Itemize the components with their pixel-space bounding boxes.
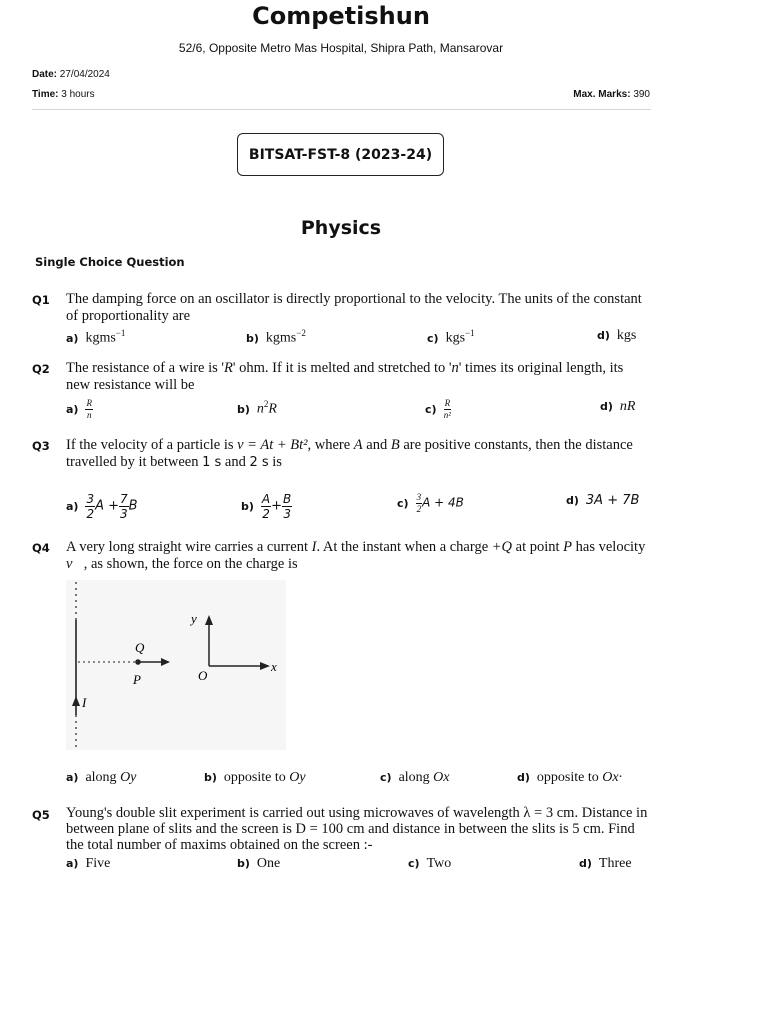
option-label: a) [66,402,79,416]
option-text: kgms [265,330,297,346]
label-x: x [271,659,277,674]
subject-heading: Physics [300,217,382,239]
question-text: If the velocity of a particle is v = At + Bt², where A and B are positive constants, then the distance travelled by it between 1 s and 2 s is [66,437,633,470]
max-marks-value: 390 [633,89,650,100]
option-text: kgms [85,330,116,346]
question-text: The damping force on an oscillator is directly proportional to the velocity. The units of the constant of proportionality are [66,291,642,324]
option-a[interactable] [66,328,125,347]
label-i: I [82,695,87,710]
question-number: Q5 [32,808,50,822]
question-number: Q4 [32,541,50,555]
date-label: Date: [32,69,58,80]
option-d[interactable] [597,328,636,344]
time-value: 3 hours [61,89,95,100]
question-number: Q1 [32,293,50,307]
option-label: d) [597,329,610,342]
option-label: c) [408,857,420,870]
question-text: A very long straight wire carries a current I. At the instant when a charge +Q at point P has velocity v⃗, as shown, the force on the charge is [66,539,646,572]
option-b[interactable]: b) $n^2R$ [237,399,277,417]
section-heading: Single Choice Question [35,255,185,269]
option-d[interactable] [579,856,632,872]
option-label: a) [66,771,79,784]
option-label: a) [66,857,79,870]
option-text: Five [85,856,111,871]
institute-name: Competishun [252,2,430,30]
option-label: c) [425,402,437,416]
test-name: BITSAT-FST-8 (2023-24) [248,146,433,163]
option-b[interactable] [246,328,306,347]
label-o: O [198,668,208,683]
option-label: b) [237,402,250,416]
option-d[interactable]: d) opposite to Ox· [517,770,623,785]
option-label: d) [566,494,579,507]
option-b[interactable] [237,856,280,872]
option-c[interactable] [408,856,451,872]
option-text: 3A + 7B [585,493,640,508]
option-text: kgs [616,328,637,343]
fraction: $\frac{R}{\text{n²}}$ [443,398,451,420]
option-b[interactable]: b) opposite to Oy [204,770,306,785]
option-c[interactable]: c) $\frac{3}{2}$ A + 4B [397,492,464,514]
option-text: Two [426,856,452,871]
option-label: d) [579,857,592,870]
option-c[interactable]: c) along Ox [380,770,450,785]
wire-charge-diagram [66,580,286,750]
institute-address: 52/6, Opposite Metro Mas Hospital, Shipra Path, Mansarovar [178,41,504,55]
option-label: b) [204,771,217,784]
date-value: 27/04/2024 [59,69,110,80]
option-label: c) [427,331,439,345]
symbol-r: R [224,360,233,376]
option-a[interactable]: a) $\frac{3}{2}$ A + $\frac{7}{3}$ B [66,492,138,521]
diagram-background [66,580,286,750]
option-label: b) [246,331,259,345]
fraction: $\frac{B}{3}$ [283,492,292,521]
question-text: The resistance of a wire is 'R' ohm. If it is melted and stretched to 'n' times its original length, its new resistance will be [66,360,624,393]
option-label: d) [517,771,530,784]
velocity-expression: v = At + Bt² [237,437,308,453]
option-label: d) [600,400,613,413]
option-b[interactable]: b) $\frac{A}{2}$ + $\frac{B}{3}$ [241,492,292,521]
fraction: $\frac{7}{3}$ [120,492,128,521]
option-label: c) [380,771,392,784]
option-c[interactable] [427,328,475,347]
option-a[interactable] [66,399,93,420]
option-text: kgs [445,330,466,346]
option-a[interactable]: a) along Oy [66,770,137,785]
option-d[interactable] [600,399,635,415]
option-text: One [256,856,281,871]
question-text: Young's double slit experiment is carried out using microwaves of wavelength λ = 3 cm. Distance in between plane of slits and the screen is D = 100 cm and distance in between the slits is 5 cm. Find the total number of maxims obtained on the screen :- [66,805,648,853]
label-p: P [133,672,141,687]
question-number: Q2 [32,362,50,376]
option-exponent: −1 [465,328,475,338]
question-number: Q3 [32,439,50,453]
option-label: b) [237,857,250,870]
option-text: nR [619,399,636,414]
date-line [32,69,110,80]
header-divider [32,109,651,110]
option-a[interactable] [66,856,110,872]
fraction: $\frac{R}{n}$ [86,398,92,420]
test-name-box [237,133,444,176]
max-marks-label: Max. Marks: [573,89,631,100]
option-label: b) [241,499,254,513]
fraction: $\frac{3}{2}$ [416,492,422,514]
option-label: a) [66,499,79,513]
time-label: Time: [32,89,59,100]
option-exponent: −2 [296,328,306,338]
label-q: Q [135,640,145,655]
max-marks-line [573,89,650,100]
option-text: Three [598,856,632,871]
option-d[interactable] [566,493,639,509]
option-label: c) [397,496,409,510]
option-exponent: −1 [115,328,126,338]
option-label: a) [66,331,79,345]
label-y: y [191,611,197,626]
symbol-n: n [451,360,459,376]
option-c[interactable] [425,399,451,420]
fraction: $\frac{A}{2}$ [261,492,271,521]
time-line [32,89,95,100]
fraction: $\frac{3}{2}$ [86,492,95,521]
